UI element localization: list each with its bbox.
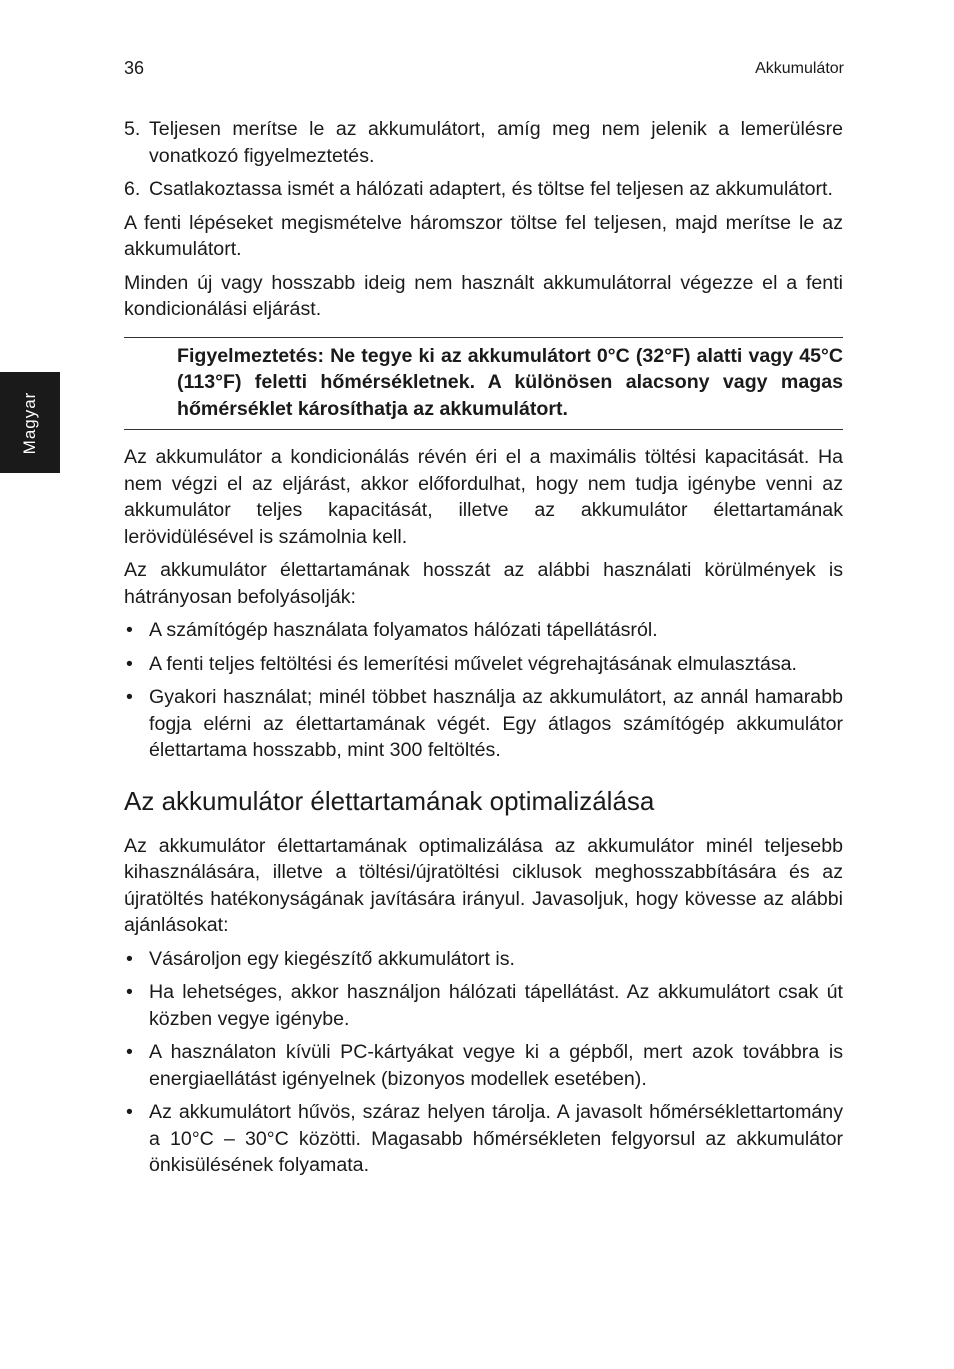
list-item — [124, 684, 843, 764]
list-item — [124, 651, 843, 678]
page-number: 36 — [124, 58, 145, 78]
step-number: 5. — [124, 118, 141, 140]
page-body — [124, 116, 843, 1186]
language-tab-label: Magyar — [20, 391, 39, 454]
bullet: • — [126, 947, 133, 970]
list-item — [124, 1039, 843, 1092]
section-heading: Az akkumulátor élettartamának optimalizálása — [124, 785, 655, 816]
warning-text: Figyelmeztetés: Ne tegye ki az akkumulátort 0°C (32°F) alatti vagy 45°C (113°F) feletti hőmérsékletnek. A különösen alacsony vagy magas hőmérséklet károsíthatja az akkumulátort. — [177, 344, 843, 420]
list-item-text: Gyakori használat; minél többet használja az akkumulátort, az annál hamarabb fogja elérni az élettartamának végét. Egy átlagos számítógép akkumulátor élettartama hosszabb, mint 300 feltöltés. — [149, 686, 843, 761]
bullet: • — [126, 1101, 133, 1123]
paragraph-lifetime-factors: Az akkumulátor élettartamának hosszát az alábbi használati körülmények is hátrányosan befolyásolják: — [124, 559, 843, 608]
language-tab — [0, 372, 60, 473]
bullet: • — [126, 686, 133, 708]
paragraph-optimization: Az akkumulátor élettartamának optimalizálása az akkumulátor minél teljesebb kihasználására, illetve a töltési/újratöltési ciklusok meghosszabbítására és az újratöltés hatékonyságának javítására irányul. Javasoljuk, hogy kövesse az alábbi ajánlásokat: — [124, 834, 843, 936]
warning-box — [124, 337, 843, 431]
paragraph-repeat-cycle: A fenti lépéseket megismételve háromszor töltse fel teljesen, majd merítse le az akkumulátort. — [124, 211, 843, 260]
list-item-text: A fenti teljes feltöltési és lemerítési művelet végrehajtásának elmulasztása. — [149, 652, 797, 675]
paragraph-conditioning: Az akkumulátor a kondicionálás révén éri el a maximális töltési kapacitását. Ha nem végzi el az eljárást, akkor előfordulhat, hogy nem tudja igénybe venni az akkumulátor teljes kapacitását, illetve az akkumulátor élettartamának lerövidülésével is számolnia kell. — [124, 446, 843, 548]
list-item-text: A számítógép használata folyamatos hálózati tápellátásról. — [149, 619, 658, 641]
step-number: 6. — [124, 178, 141, 200]
step-item — [124, 116, 843, 169]
bullet: • — [126, 1041, 133, 1063]
bullet: • — [126, 652, 133, 675]
step-text: Teljesen merítse le az akkumulátort, amíg meg nem jelenik a lemerülésre vonatkozó figyelmeztetés. — [149, 118, 843, 167]
step-text: Csatlakoztassa ismét a hálózati adaptert, és töltse fel teljesen az akkumulátort. — [149, 178, 833, 200]
list-item — [124, 946, 843, 973]
list-item-text: Vásároljon egy kiegészítő akkumulátort is. — [149, 947, 515, 970]
step-item — [124, 176, 843, 203]
bullet: • — [126, 981, 133, 1003]
list-item-text: Az akkumulátort hűvös, száraz helyen tárolja. A javasolt hőmérséklettartomány a 10°C – 30°C közötti. Magasabb hőmérsékleten felgyorsul az akkumulátor önkisülésének folyamata. — [149, 1101, 843, 1176]
bullet: • — [126, 619, 133, 641]
list-item-text: A használaton kívüli PC-kártyákat vegye ki a gépből, mert azok továbbra is energiaellátást igényelnek (bizonyos modellek esetében). — [149, 1041, 843, 1090]
running-title: Akkumulátor — [755, 60, 844, 77]
list-item — [124, 1099, 843, 1179]
list-item-text: Ha lehetséges, akkor használjon hálózati tápellátást. Az akkumulátort csak út közben vegye igénybe. — [149, 981, 843, 1030]
list-item — [124, 617, 843, 644]
paragraph-new-battery: Minden új vagy hosszabb ideig nem használt akkumulátorral végezze el a fenti kondicionálási eljárást. — [124, 271, 843, 320]
list-item — [124, 979, 843, 1032]
